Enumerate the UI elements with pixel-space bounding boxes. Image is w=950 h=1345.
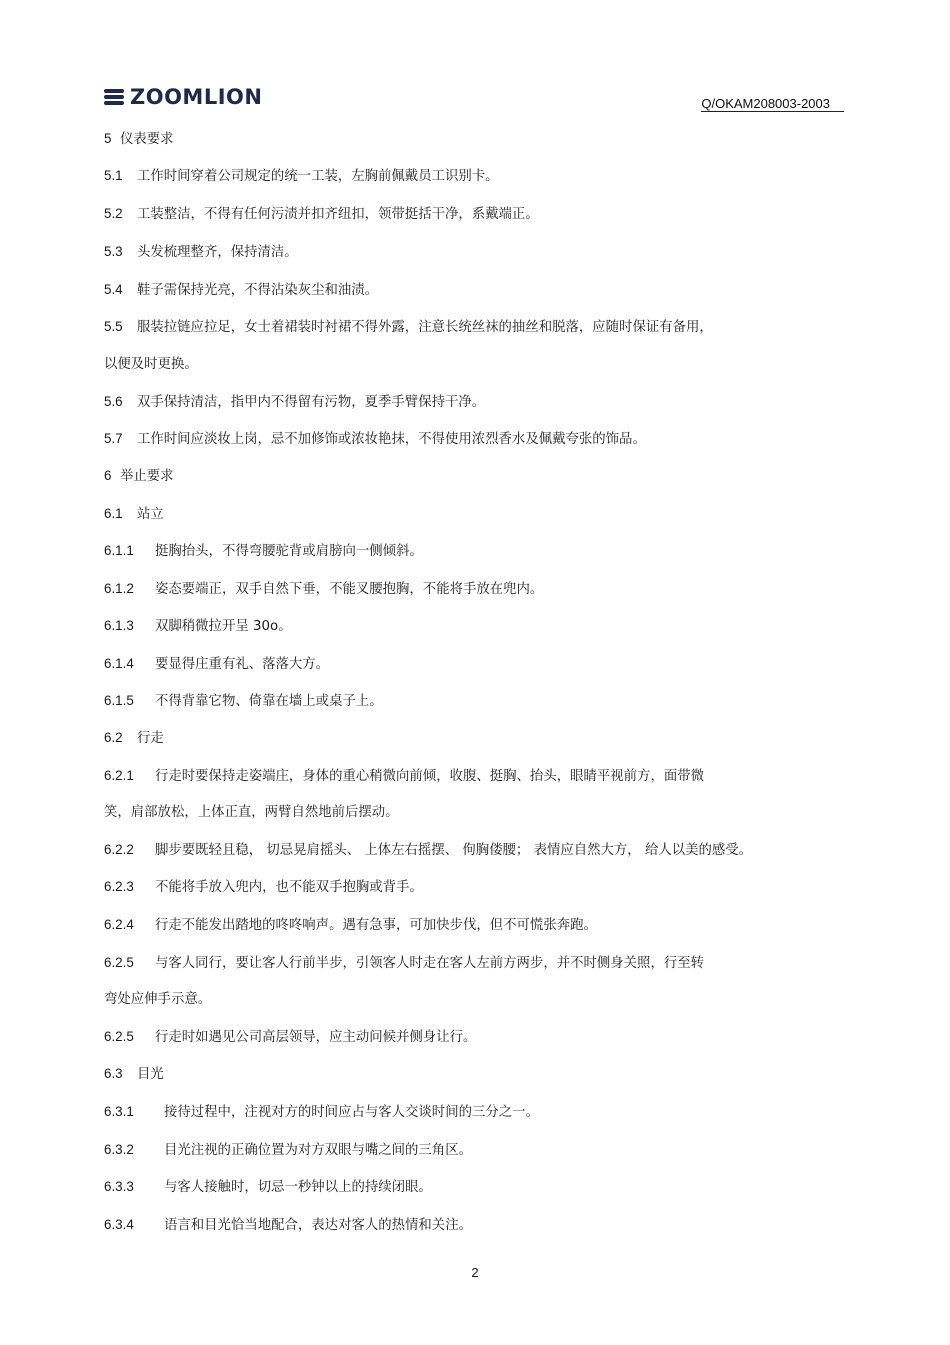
text-line xyxy=(104,991,211,1009)
clause-text: 以便及时更换。 xyxy=(104,357,198,372)
text-line xyxy=(104,767,704,786)
clause-number: 5.1 xyxy=(104,168,123,183)
clause-text: 服装拉链应拉足，女士着裙装时衬裙不得外露，注意长统丝袜的抽丝和脱落，应随时保证有备用， xyxy=(137,320,713,335)
clause-number: 6.2 xyxy=(104,730,123,745)
clause-text: 姿态要端正，双手自然下垂，不能叉腰抱胸，不能将手放在兜内。 xyxy=(155,582,544,597)
text-line xyxy=(104,318,713,337)
clause-text: 工作时间穿着公司规定的统一工装，左胸前佩戴员工识别卡。 xyxy=(137,169,499,184)
text-line xyxy=(104,393,485,412)
clause-text: 行走 xyxy=(137,731,164,746)
text-line xyxy=(104,356,198,374)
clause-number: 6.1.3 xyxy=(104,618,134,633)
text-line xyxy=(104,580,543,599)
clause-text: 目光注视的正确位置为对方双眼与嘴之间的三角区。 xyxy=(164,1143,472,1158)
clause-number: 5 xyxy=(104,131,112,146)
clause-text: 工装整洁，不得有任何污渍并扣齐纽扣，领带挺括干净，系戴端正。 xyxy=(137,207,539,222)
clause-number: 5.7 xyxy=(104,431,123,446)
text-line xyxy=(104,729,164,748)
clause-number: 6.3.3 xyxy=(104,1179,134,1194)
page-header xyxy=(104,84,844,112)
clause-number: 5.6 xyxy=(104,394,123,409)
clause-number: 5.4 xyxy=(104,282,123,297)
text-line xyxy=(104,430,646,449)
company-logo xyxy=(104,84,262,110)
clause-text: 不能将手放入兜内，也不能双手抱胸或背手。 xyxy=(155,880,423,895)
text-line xyxy=(104,1103,539,1122)
clause-text: 与客人同行，要让客人行前半步，引领客人时走在客人左前方两步，并不时侧身关照，行至转 xyxy=(155,956,705,971)
clause-text: 行走不能发出踏地的咚咚响声。遇有急事，可加快步伐，但不可慌张奔跑。 xyxy=(155,918,597,933)
logo-text: ZOOMLION xyxy=(130,85,263,109)
clause-number: 6.2.5 xyxy=(104,1029,134,1044)
clause-text: 双手保持清洁，指甲内不得留有污物，夏季手臂保持干净。 xyxy=(137,395,486,410)
text-line xyxy=(104,1216,472,1235)
clause-number: 6.3.1 xyxy=(104,1104,134,1119)
clause-text: 仪表要求 xyxy=(120,132,174,147)
zoomlion-logo-icon xyxy=(104,87,124,107)
text-line xyxy=(104,916,597,935)
text-line xyxy=(104,617,292,636)
clause-text: 脚步要既轻且稳， 切忌晃肩摇头、 上体左右摇摆、 佝胸偻腰； 表情应自然大方， 给人以美的感受。 xyxy=(155,843,753,858)
clause-text: 语言和目光恰当地配合，表达对客人的热情和关注。 xyxy=(164,1218,472,1233)
text-line xyxy=(104,1028,476,1047)
clause-text: 头发梳理整齐，保持清洁。 xyxy=(137,245,298,260)
clause-number: 6.1.2 xyxy=(104,581,134,596)
clause-text: 鞋子需保持光亮，不得沾染灰尘和油渍。 xyxy=(137,283,379,298)
clause-number: 5.3 xyxy=(104,244,123,259)
clause-text: 要显得庄重有礼、落落大方。 xyxy=(155,657,330,672)
clause-text: 目光 xyxy=(137,1067,164,1082)
clause-number: 6.1 xyxy=(104,506,123,521)
text-line xyxy=(104,878,423,897)
clause-text: 双脚稍微拉开呈 30o。 xyxy=(155,619,292,634)
text-line xyxy=(104,505,164,524)
clause-text: 行走时要保持走姿端庄，身体的重心稍微向前倾，收腹、挺胸、抬头，眼睛平视前方，面带微 xyxy=(155,769,705,784)
clause-number: 6.1.5 xyxy=(104,693,134,708)
clause-number: 5.2 xyxy=(104,206,123,221)
clause-text: 工作时间应淡妆上岗，忌不加修饰或浓妆艳抹，不得使用浓烈香水及佩戴夸张的饰品。 xyxy=(137,432,646,447)
clause-text: 不得背靠它物、倚靠在墙上或桌子上。 xyxy=(155,694,383,709)
clause-number: 6.2.4 xyxy=(104,917,134,932)
text-line xyxy=(104,1141,472,1160)
clause-text: 接待过程中，注视对方的时间应占与客人交谈时间的三分之一。 xyxy=(164,1105,539,1120)
clause-number: 6.1.4 xyxy=(104,656,134,671)
clause-text: 举止要求 xyxy=(120,469,174,484)
clause-number: 6.3 xyxy=(104,1066,123,1081)
clause-text: 与客人接触时，切忌一秒钟以上的持续闭眼。 xyxy=(164,1180,432,1195)
text-line xyxy=(104,467,174,486)
clause-text: 弯处应伸手示意。 xyxy=(104,992,212,1007)
text-line xyxy=(104,243,298,262)
clause-number: 6.3.4 xyxy=(104,1217,134,1232)
text-line xyxy=(104,1065,164,1084)
text-line xyxy=(104,1178,432,1197)
text-line xyxy=(104,692,383,711)
clause-number: 6.2.5 xyxy=(104,955,134,970)
clause-number: 6 xyxy=(104,468,112,483)
text-line xyxy=(104,841,752,860)
text-line xyxy=(104,205,539,224)
clause-number: 6.2.2 xyxy=(104,842,134,857)
clause-number: 6.3.2 xyxy=(104,1142,134,1157)
text-line xyxy=(104,804,399,822)
clause-text: 行走时如遇见公司高层领导，应主动问候并侧身让行。 xyxy=(155,1030,477,1045)
text-line xyxy=(104,655,329,674)
text-line xyxy=(104,130,174,149)
clause-number: 6.2.3 xyxy=(104,879,134,894)
clause-text: 站立 xyxy=(137,507,164,522)
clause-number: 5.5 xyxy=(104,319,123,334)
text-line xyxy=(104,281,378,300)
clause-text: 笑，肩部放松，上体正直，两臂自然地前后摆动。 xyxy=(104,805,399,820)
text-line xyxy=(104,954,704,973)
clause-number: 6.1.1 xyxy=(104,543,134,558)
clause-number: 6.2.1 xyxy=(104,768,134,783)
text-line xyxy=(104,542,423,561)
document-code: Q/OKAM208003-2003 xyxy=(701,96,844,112)
page-number: 2 xyxy=(471,1265,479,1280)
text-line xyxy=(104,167,499,186)
clause-text: 挺胸抬头，不得弯腰驼背或肩膀向一侧倾斜。 xyxy=(155,544,423,559)
